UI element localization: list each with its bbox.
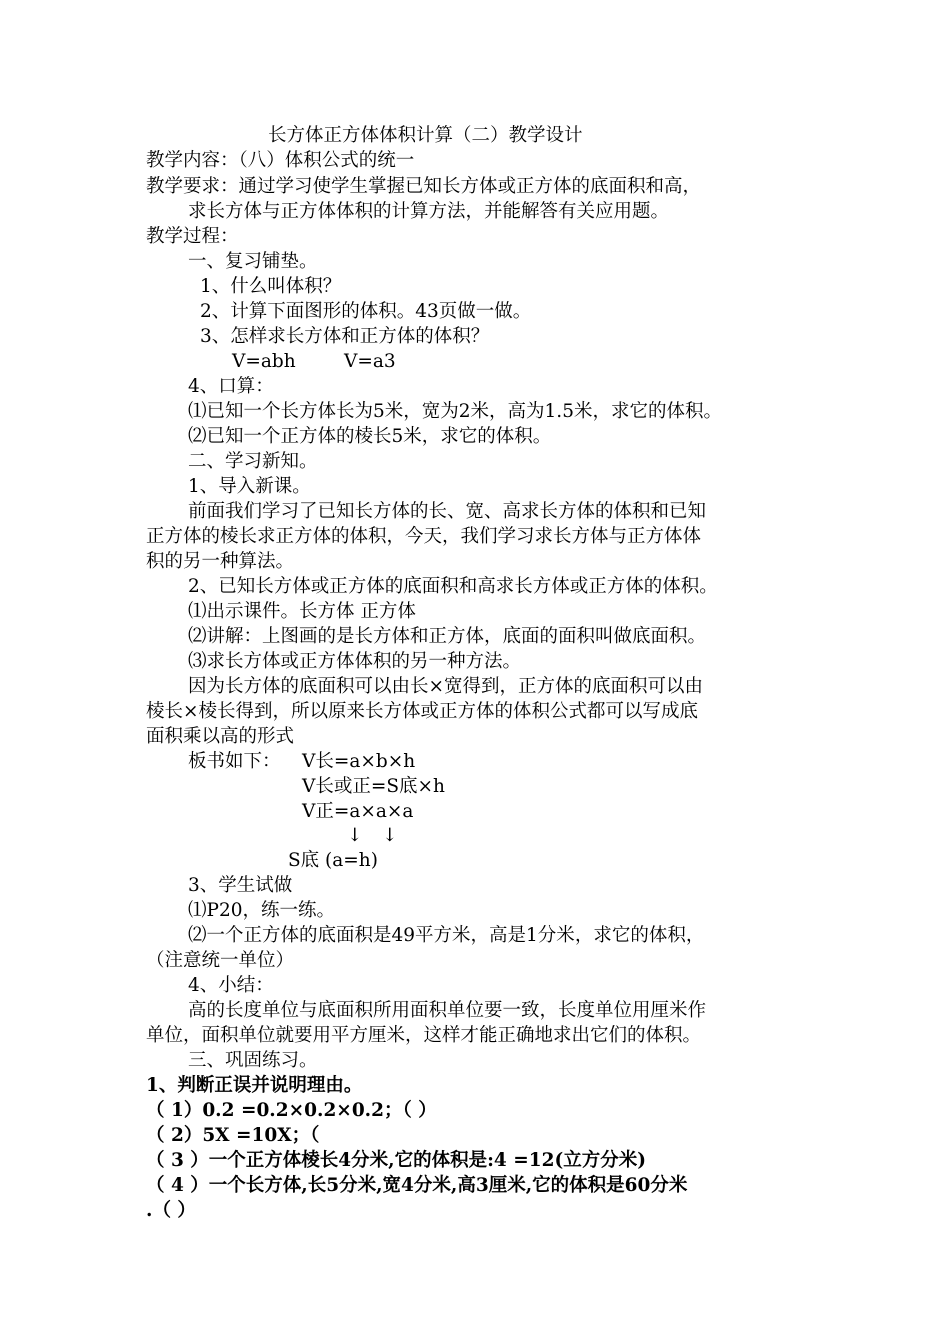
exercise-4: （ 4 ）一个长方体,长5分米,宽4分米,高3厘米,它的体积是60分米 xyxy=(146,1175,688,1196)
formula-cuboid: V=abh xyxy=(232,351,296,372)
explanation-line-2: 棱长×棱长得到，所以原来长方体或正方体的体积公式都可以写成底 xyxy=(146,701,699,722)
teaching-content: 教学内容：（八）体积公式的统一 xyxy=(146,150,415,171)
section-1-question-2: 2、计算下面图形的体积。43页做一做。 xyxy=(200,301,532,322)
exercise-4-blank: .（ ） xyxy=(146,1200,196,1221)
section-2-heading: 二、学习新知。 xyxy=(188,451,318,472)
board-arrow-b: ↓ xyxy=(382,825,398,846)
section-2-step-2: 2、已知长方体或正方体的底面积和高求长方体或正方体的体积。 xyxy=(188,576,718,597)
section-1-question-3: 3、怎样求长方体和正方体的体积？ xyxy=(200,326,490,347)
teaching-requirement-line-2: 求长方体与正方体体积的计算方法，并能解答有关应用题。 xyxy=(188,201,670,222)
section-2-step-1: 1、导入新课。 xyxy=(188,476,311,497)
step-2-item-1: ⑴出示课件。长方体 正方体 xyxy=(188,601,416,622)
section-1-question-1: 1、什么叫体积？ xyxy=(200,276,342,297)
board-base-area: S底 (a=h) xyxy=(288,850,378,871)
doc-title: 长方体正方体体积计算（二）教学设计 xyxy=(268,125,583,146)
explanation-line-1: 因为长方体的底面积可以由长×宽得到，正方体的底面积可以由 xyxy=(188,676,704,697)
explanation-line-3: 面积乘以高的形式 xyxy=(146,726,295,747)
section-3-heading: 三、巩固练习。 xyxy=(188,1050,318,1071)
practice-item-1: ⑴P20，练一练。 xyxy=(188,900,335,921)
practice-item-2: ⑵一个正方体的底面积是49平方米，高是1分米，求它的体积， xyxy=(188,925,705,946)
section-2-step-3: 3、学生试做 xyxy=(188,875,293,896)
board-formula-cuboid: V长=a×b×h xyxy=(302,751,416,772)
teaching-process-heading: 教学过程： xyxy=(146,226,239,247)
practice-item-2-note: （注意统一单位） xyxy=(146,950,295,971)
formula-cube: V=a3 xyxy=(344,351,396,372)
board-formula-unified: V长或正=S底×h xyxy=(302,776,445,797)
intro-paragraph-line-2: 正方体的棱长求正方体的体积，今天，我们学习求长方体与正方体体 xyxy=(146,526,702,547)
step-2-item-2: ⑵讲解：上图画的是长方体和正方体，底面的面积叫做底面积。 xyxy=(188,626,707,647)
section-1-question-4: 4、口算： xyxy=(188,376,274,397)
exercise-title: 1、判断正误并说明理由。 xyxy=(146,1075,363,1096)
exercise-1: （ 1）0.2 =0.2×0.2×0.2；（ ） xyxy=(146,1100,437,1121)
section-1-heading: 一、复习铺垫。 xyxy=(188,251,318,272)
summary-line-2: 单位，面积单位就要用平方厘米，这样才能正确地求出它们的体积。 xyxy=(146,1025,702,1046)
intro-paragraph-line-3: 积的另一种算法。 xyxy=(146,551,295,572)
mental-math-1: ⑴已知一个长方体长为5米，宽为2米，高为1.5米，求它的体积。 xyxy=(188,401,722,422)
board-formula-cube: V正=a×a×a xyxy=(302,801,414,822)
section-2-step-4: 4、小结： xyxy=(188,975,274,996)
mental-math-2: ⑵已知一个正方体的棱长5米，求它的体积。 xyxy=(188,426,552,447)
intro-paragraph-line-1: 前面我们学习了已知长方体的长、宽、高求长方体的体积和已知 xyxy=(188,501,707,522)
exercise-2: （ 2）5X =10X；（ xyxy=(146,1125,320,1146)
summary-line-1: 高的长度单位与底面积所用面积单位要一致，长度单位用厘米作 xyxy=(188,1000,707,1021)
step-2-item-3: ⑶求长方体或正方体体积的另一种方法。 xyxy=(188,651,522,672)
board-label: 板书如下： xyxy=(188,751,281,772)
board-arrow-a: ↓ xyxy=(347,825,363,846)
exercise-3: （ 3 ）一个正方体棱长4分米,它的体积是:4 =12(立方分米) xyxy=(146,1150,646,1171)
teaching-requirement-line-1: 教学要求：通过学习使学生掌握已知长方体或正方体的底面积和高， xyxy=(146,176,702,197)
